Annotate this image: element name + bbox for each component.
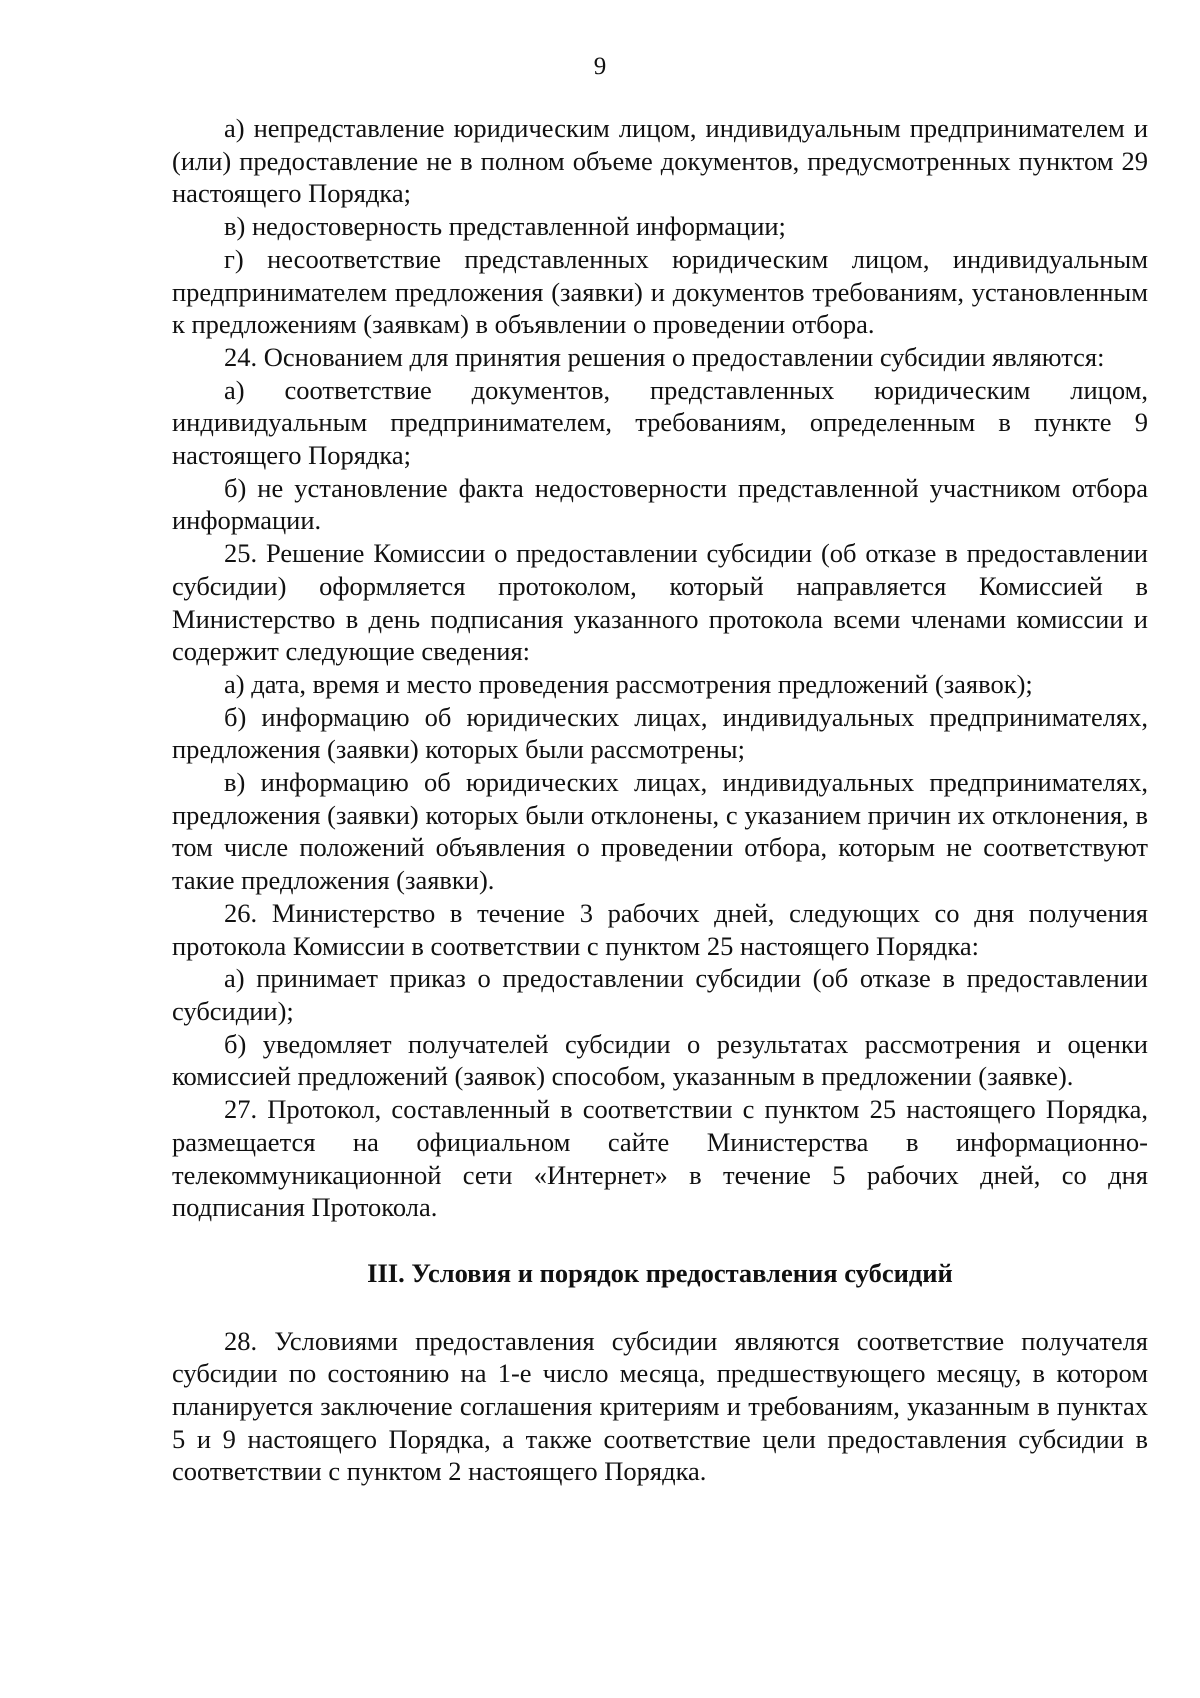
page-number: 9 bbox=[593, 53, 607, 80]
paragraph-25v: в) информацию об юридических лицах, индивидуальных предпринимателях, предложения (заявки) которых были отклонены, с указанием причин их отклонения, в том числе положений объявления о проведении отбора, которым не соответствуют такие предложения (заявки). bbox=[172, 767, 1148, 896]
paragraph-24: 24. Основанием для принятия решения о предоставлении субсидии являются: bbox=[224, 341, 1105, 372]
paragraph-23v: в) недостоверность представленной информации; bbox=[224, 211, 786, 242]
paragraph-26: 26. Министерство в течение 3 рабочих дней, следующих со дня получения протокола Комиссии в соответствии с пунктом 25 настоящего Порядка: bbox=[172, 897, 1148, 961]
paragraph-23a: а) непредставление юридическим лицом, индивидуальным предпринимателем и (или) предоставление не в полном объеме документов, предусмотренных пунктом 29 настоящего Порядка; bbox=[172, 113, 1148, 209]
paragraph-24b: б) не установление факта недостоверности представленной участником отбора информации. bbox=[172, 472, 1148, 536]
paragraph-25: 25. Решение Комиссии о предоставлении субсидии (об отказе в предоставлении субсидии) оформляется протоколом, который направляется Комиссией в Министерство в день подписания указанного протокола всеми членами комиссии и содержит следующие сведения: bbox=[172, 538, 1148, 667]
paragraph-26a: а) принимает приказ о предоставлении субсидии (об отказе в предоставлении субсидии); bbox=[172, 963, 1148, 1026]
paragraph-25a: а) дата, время и место проведения рассмотрения предложений (заявок); bbox=[224, 668, 1033, 699]
paragraph-24a: а) соответствие документов, представленных юридическим лицом, индивидуальным предпринимателем, требованиям, определенным в пункте 9 настоящего Порядка; bbox=[172, 374, 1148, 471]
paragraph-25b: б) информацию об юридических лицах, индивидуальных предпринимателях, предложения (заявки) которых были рассмотрены; bbox=[172, 701, 1148, 765]
paragraph-28: 28. Условиями предоставления субсидии являются соответствие получателя субсидии по состоянию на 1-е число месяца, предшествующего месяцу, в котором планируется заключение соглашения критериям и требованиям, указанным в пунктах 5 и 9 настоящего Порядка, а также соответствие цели предоставления субсидии в соответствии с пунктом 2 настоящего Порядка. bbox=[172, 1325, 1148, 1487]
section-heading: III. Условия и порядок предоставления субсидий bbox=[367, 1257, 953, 1288]
document-body bbox=[172, 112, 1148, 1488]
paragraph-26b: б) уведомляет получателей субсидии о результатах рассмотрения и оценки комиссией предложений (заявок) способом, указанным в предложении (заявке). bbox=[172, 1028, 1148, 1092]
paragraph-27: 27. Протокол, составленный в соответствии с пунктом 25 настоящего Порядка, размещается на официальном сайте Министерства в информационно-телекоммуникационной сети «Интернет» в течение 5 рабочих дней, со дня подписания Протокола. bbox=[172, 1094, 1148, 1223]
paragraph-23g: г) несоответствие представленных юридическим лицом, индивидуальным предпринимателем предложения (заявки) и документов требованиям, установленным к предложениям (заявкам) в объявлении о проведении отбора. bbox=[172, 243, 1148, 340]
